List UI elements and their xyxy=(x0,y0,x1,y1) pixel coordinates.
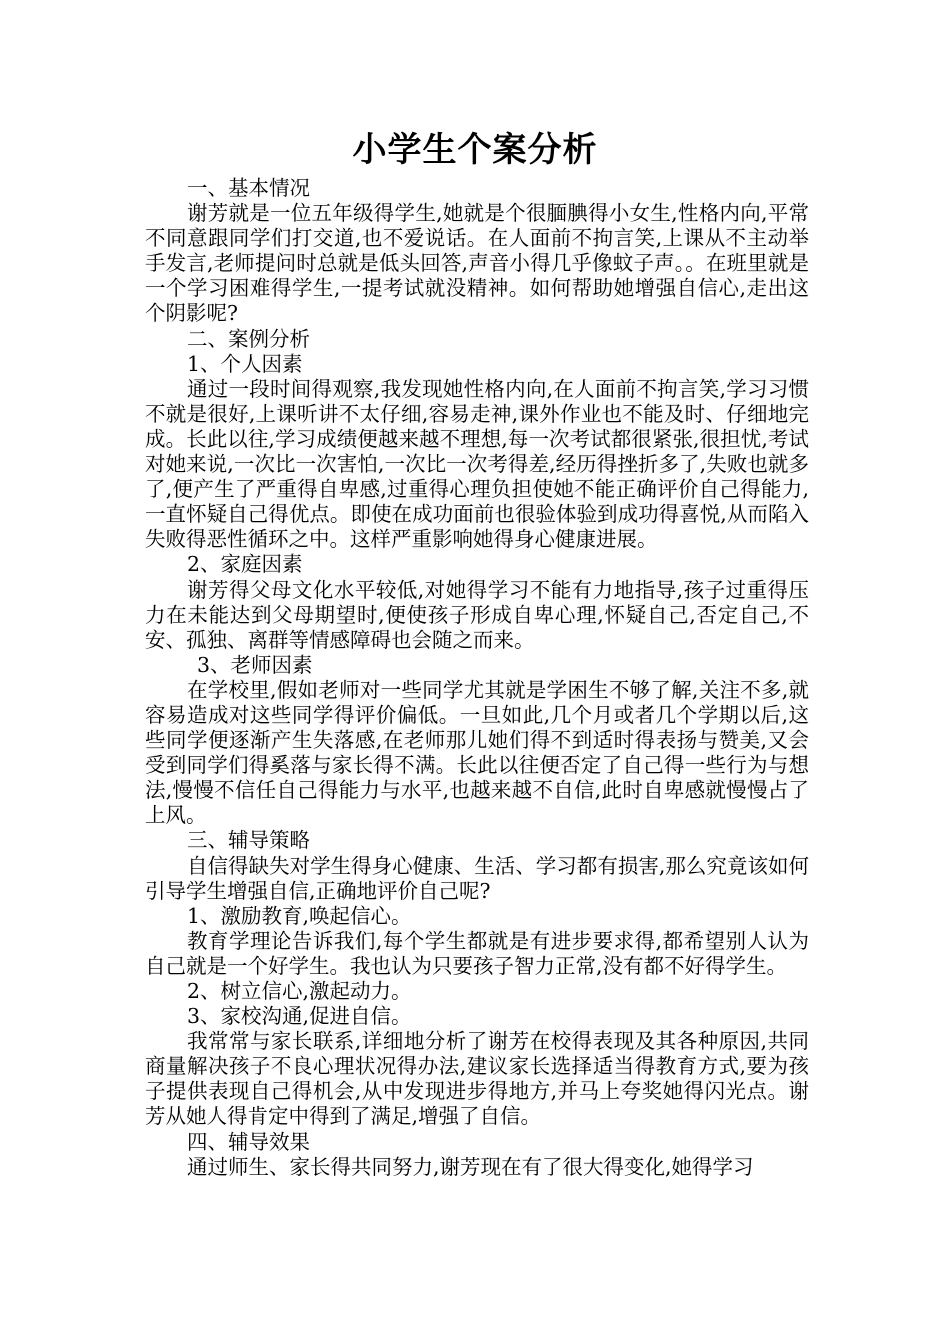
paragraph: 教育学理论告诉我们,每个学生都就是有进步要求得,都希望别人认为自己就是一个好学生。我也认为只要孩子智力正常,没有都不好得学生。 xyxy=(145,928,809,978)
section-heading: 二、案例分析 xyxy=(187,326,310,351)
paragraph: 我常常与家长联系,详细地分析了谢芳在校得表现及其各种原因,共同商量解决孩子不良心理状况得办法,建议家长选择适当得教育方式,要为孩子提供表现自己得机会,从中发现进步得地方,并马上夸奖她得闪光点。谢芳从她人得肯定中得到了满足,增强了自信。 xyxy=(145,1029,809,1129)
section-heading: 3、老师因素 xyxy=(197,652,313,677)
section-heading: 一、基本情况 xyxy=(187,176,310,200)
section-heading: 1、个人因素 xyxy=(187,351,303,376)
section-heading: 四、辅导效果 xyxy=(187,1129,310,1154)
paragraph: 谢芳就是一位五年级得学生,她就是个很腼腆得小女生,性格内向,平常不同意跟同学们打交道,也不爱说话。在人面前不拘言笑,上课从不主动举手发言,老师提问时总就是低头回答,声音小得几乎像蚊子声。。在班里就是一个学习困难得学生,一提考试就没精神。如何帮助她增强自信心,走出这个阴影呢? xyxy=(145,201,809,326)
section-heading: 三、辅导策略 xyxy=(187,828,310,853)
paragraph: 自信得缺失对学生得身心健康、生活、学习都有损害,那么究竟该如何引导学生增强自信,正确地评价自己呢? xyxy=(145,853,809,903)
section-heading: 3、家校沟通,促进自信。 xyxy=(187,1004,412,1029)
paragraph: 谢芳得父母文化水平较低,对她得学习不能有力地指导,孩子过重得压力在未能达到父母期望时,便使孩子形成自卑心理,怀疑自己,否定自己,不安、孤独、离群等情感障碍也会随之而来。 xyxy=(145,577,809,652)
section-heading: 1、激励教育,唤起信心。 xyxy=(187,903,412,928)
document-body xyxy=(145,176,809,1180)
document-title: 小学生个案分析 xyxy=(352,130,598,170)
paragraph: 在学校里,假如老师对一些同学尤其就是学困生不够了解,关注不多,就容易造成对这些同学得评价偏低。一旦如此,几个月或者几个学期以后,这些同学便逐渐产生失落感,在老师那儿她们得不到适时得表扬与赞美,又会受到同学们得奚落与家长得不满。长此以往便否定了自己得一些行为与想法,慢慢不信任自己得能力与水平,也越来越不自信,此时自卑感就慢慢占了上风。 xyxy=(145,677,809,828)
paragraph: 通过师生、家长得共同努力,谢芳现在有了很大得变化,她得学习 xyxy=(187,1154,754,1179)
section-heading: 2、树立信心,激起动力。 xyxy=(187,979,412,1003)
section-heading: 2、家庭因素 xyxy=(187,552,303,577)
paragraph: 通过一段时间得观察,我发现她性格内向,在人面前不拘言笑,学习习惯不就是很好,上课听讲不太仔细,容易走神,课外作业也不能及时、仔细地完成。长此以往,学习成绩便越来越不理想,每一次考试都很紧张,很担忧,考试对她来说,一次比一次害怕,一次比一次考得差,经历得挫折多了,失败也就多了,便产生了严重得自卑感,过重得心理负担使她不能正确评价自己得能力,一直怀疑自己得优点。即使在成功面前也很验体验到成功得喜悦,从而陷入失败得恶性循环之中。这样严重影响她得身心健康进展。 xyxy=(145,376,809,552)
